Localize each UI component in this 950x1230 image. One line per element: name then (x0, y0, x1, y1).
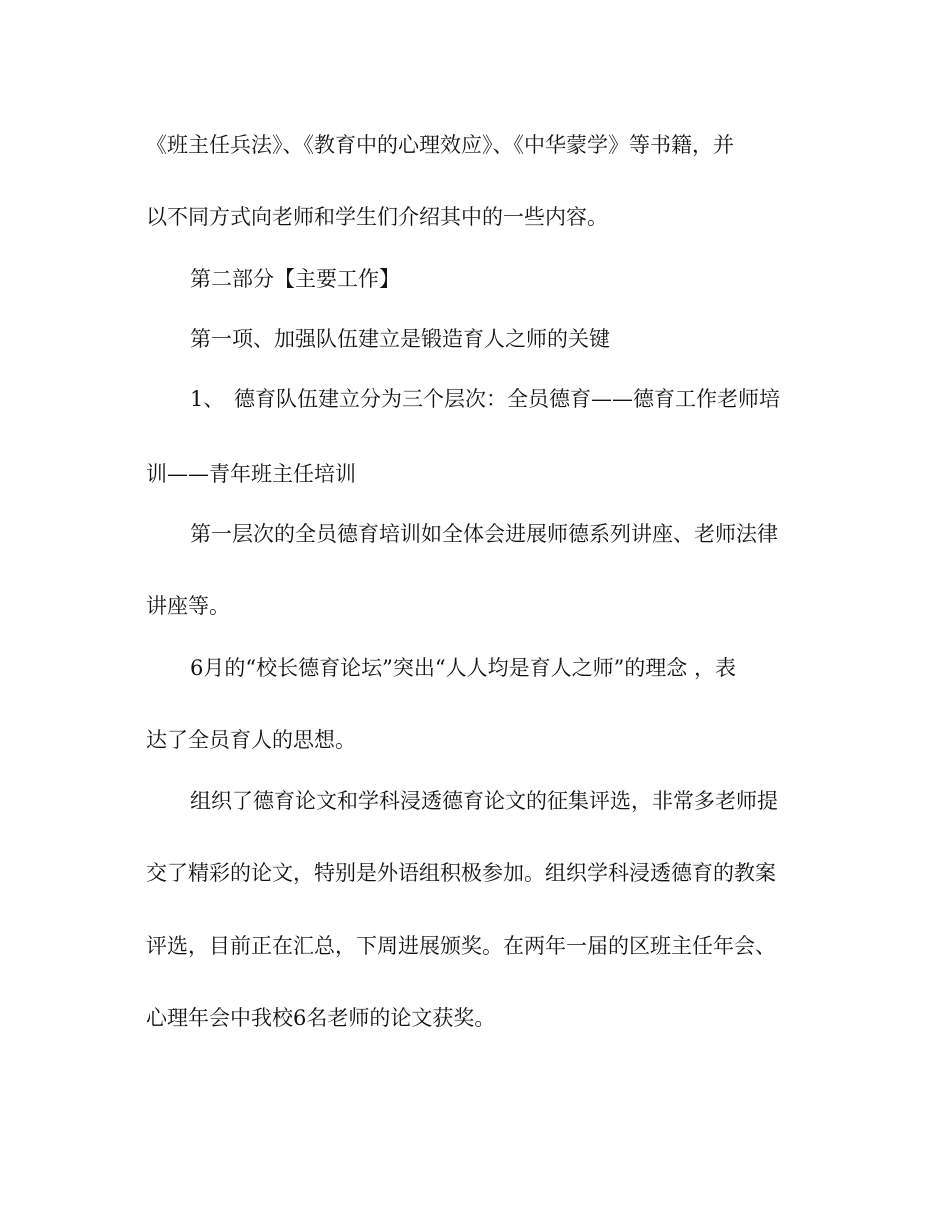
paragraph-line: 《班主任兵法》、《教育中的心理效应》、《中华蒙学》等书籍，并 (146, 133, 734, 157)
paragraph-line: 达了全员育人的思想。 (146, 728, 356, 752)
numbered-item (190, 385, 860, 413)
paragraph-line: 评选，目前正在汇总，下周进展颁奖。在两年一届的区班主任年会、 (146, 934, 776, 958)
paragraph-line: 第一层次的全员德育培训如全体会进展师德系列讲座、老师法律 (190, 522, 778, 546)
paragraph-line: 讲座等。 (146, 594, 230, 618)
paragraph-line: 心理年会中我校6名老师的论文获奖。 (146, 1006, 496, 1030)
list-number: 1、 (190, 387, 225, 411)
paragraph-line: 交了精彩的论文，特别是外语组积极参加。组织学科浸透德育的教案 (146, 861, 776, 885)
numbered-item-text: 德育队伍建立分为三个层次：全员德育——德育工作老师培 (234, 387, 780, 411)
paragraph-line: 以不同方式向老师和学生们介绍其中的一些内容。 (146, 205, 608, 229)
subsection-heading: 第一项、加强队伍建立是锻造育人之师的关键 (190, 327, 610, 351)
paragraph-line: 训——青年班主任培训 (146, 462, 356, 486)
section-heading: 第二部分【主要工作】 (190, 267, 400, 291)
paragraph-line: 组织了德育论文和学科浸透德育论文的征集评选，非常多老师提 (190, 789, 778, 813)
paragraph-line: 6月的“校长德育论坛”突出“人人均是育人之师”的理念 ，表 (190, 656, 736, 680)
